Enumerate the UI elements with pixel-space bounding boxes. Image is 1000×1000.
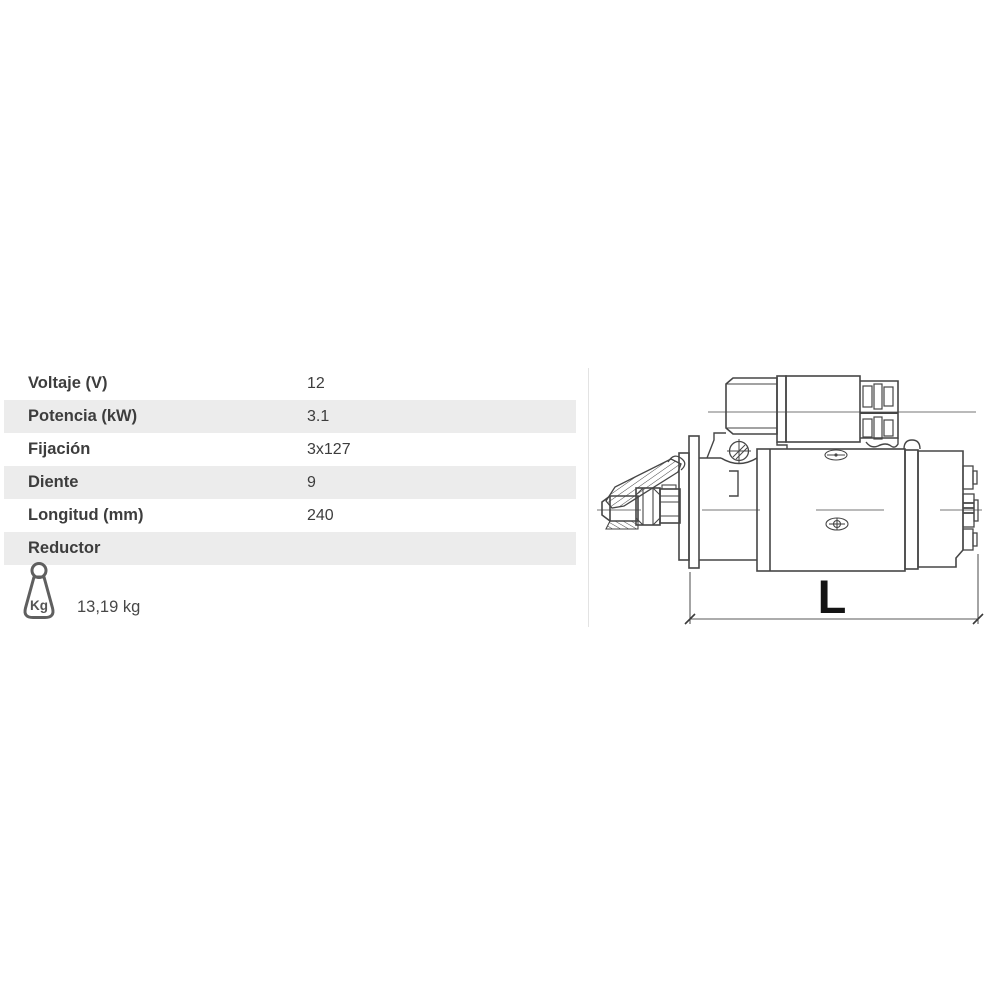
spec-value: 3.1 (307, 407, 330, 425)
spec-value: 9 (307, 473, 316, 491)
divider (588, 368, 589, 627)
centerlines (597, 412, 982, 510)
weight-value: 13,19 kg (77, 598, 141, 616)
starter-motor-diagram (595, 370, 995, 628)
spec-label: Fijación (28, 440, 91, 458)
weight-icon (16, 560, 66, 624)
spec-row-longitud (4, 499, 576, 532)
dimension-label: L (817, 570, 847, 623)
mounting-flange (679, 436, 699, 568)
spec-label: Potencia (kW) (28, 407, 138, 425)
spec-label: Reductor (28, 539, 101, 557)
spec-row-fijacion (4, 433, 576, 466)
spec-value: 240 (307, 506, 334, 524)
spec-row-reductor (4, 532, 576, 565)
specs-table (4, 367, 576, 565)
drive-lever (606, 456, 685, 508)
screw-crosshair (727, 439, 751, 463)
logo-oval-top (825, 450, 847, 460)
spec-label: Longitud (mm) (28, 506, 144, 524)
spec-row-voltaje (4, 367, 576, 400)
weight-icon-ring (32, 564, 46, 578)
spec-label: Diente (28, 473, 79, 491)
logo-oval-mid (826, 518, 848, 530)
spec-row-diente (4, 466, 576, 499)
spec-row-potencia (4, 400, 576, 433)
through-bolts (963, 466, 978, 550)
spec-value: 3x127 (307, 440, 351, 458)
drive-housing (699, 458, 757, 560)
solenoid (726, 376, 898, 442)
spec-label: Voltaje (V) (28, 374, 108, 392)
spec-value: 12 (307, 374, 325, 392)
weight-icon-label: Kg (30, 598, 48, 613)
